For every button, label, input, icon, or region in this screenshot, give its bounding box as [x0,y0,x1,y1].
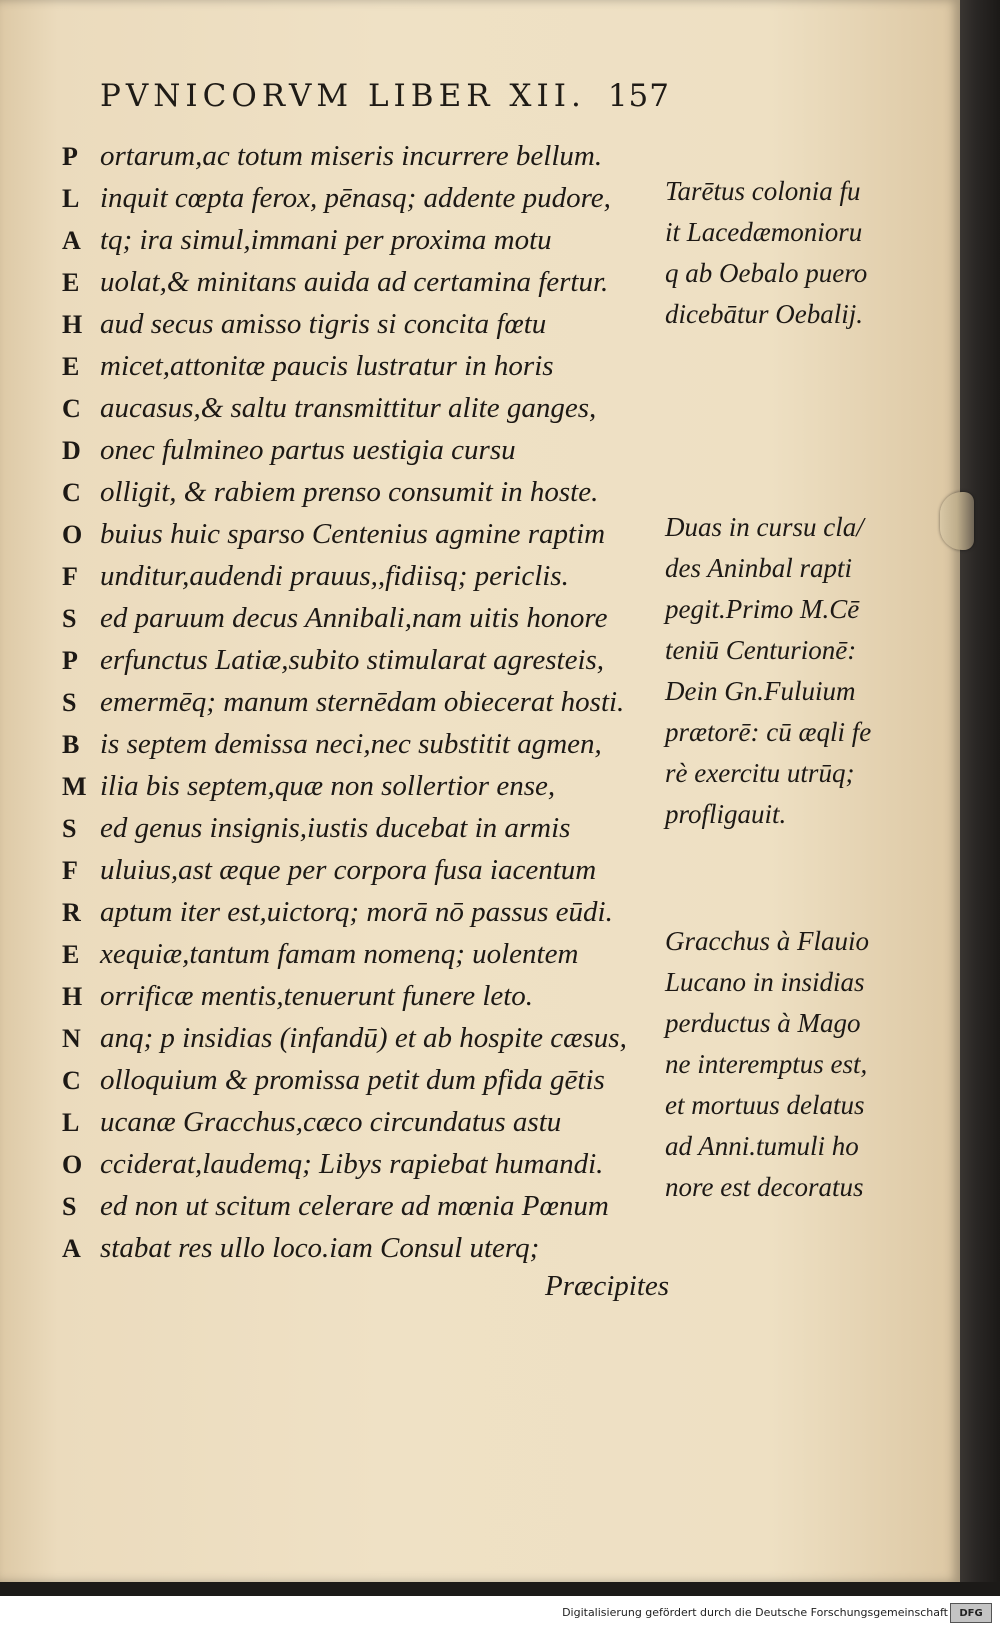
verse-initial: O [62,1150,83,1179]
verse-initial: C [62,478,81,507]
verse-initial: C [62,1066,81,1095]
marginal-note [665,176,945,340]
marginal-note [665,512,945,840]
marginal-note-line: dicebātur Oebalij. [665,299,863,329]
verse-initial: F [62,856,78,885]
book-binding-edge [960,0,1000,1582]
verse-line [62,266,662,308]
marginal-note-line: profligauit. [665,799,787,829]
verse-text: ed genus insignis,iustis ducebat in armis [100,812,571,844]
verse-line [62,224,662,266]
verse-text: emermēq; manum sternēdam obiecerat hosti. [100,686,625,718]
digitization-credit: Digitalisierung gefördert durch die Deutsche Forschungsgemeinschaft [562,1606,948,1619]
verse-text: ed paruum decus Annibali,nam uitis honore [100,602,608,634]
verse-initial: A [62,1234,81,1263]
marginal-note-line: teniū Centurionē: [665,635,857,665]
verse-text: ucanæ Gracchus,cæco circundatus astu [100,1106,562,1138]
catchword: Præcipites [545,1270,670,1302]
verse-text: olligit, & rabiem prenso consumit in hoste. [100,476,599,508]
running-head [100,78,720,114]
verse-initial: M [62,772,87,801]
marginal-note-line: des Aninbal rapti [665,553,853,583]
verse-line [62,686,662,728]
marginal-note-line: rè exercitu utrūq; [665,758,855,788]
verse-text: anq; p insidias (infandū) et ab hospite cæsus, [100,1022,627,1054]
verse-initial: L [62,184,80,213]
marginal-note-line: Lucano in insidias [665,967,865,997]
verse-text: stabat res ullo loco.iam Consul uterq; [100,1232,540,1264]
verse-line [62,434,662,476]
verse-line [62,1148,662,1190]
verse-text: uolat,& minitans auida ad certamina fertur. [100,266,609,298]
verse-line [62,476,662,518]
verse-line [62,812,662,854]
verse-line [62,896,662,938]
verse-line [62,1190,662,1232]
running-head-title: PVNICORVM LIBER XII. [100,78,586,114]
verse-line [62,392,662,434]
verse-line [62,770,662,812]
verse-initial: R [62,898,81,927]
verse-line [62,308,662,350]
marginal-note-line: ad Anni.tumuli ho [665,1131,859,1161]
verse-initial: O [62,520,83,549]
verse-line [62,518,662,560]
marginal-note-line: Dein Gn.Fuluium [665,676,856,706]
verse-text: uluius,ast æque per corpora fusa iacentum [100,854,597,886]
verse-line [62,182,662,224]
verse-initial: P [62,646,78,675]
verse-initial: C [62,394,81,423]
verse-initial: N [62,1024,81,1053]
marginal-note-line: ne interemptus est, [665,1049,868,1079]
verse-line [62,1106,662,1148]
verse-line [62,854,662,896]
folio-number: 157 [607,78,670,114]
verse-line [62,644,662,686]
marginal-note-line: nore est decoratus [665,1172,864,1202]
verse-line [62,938,662,980]
verse-initial: B [62,730,80,759]
marginal-note-line: et mortuus delatus [665,1090,865,1120]
verse-text: micet,attonitæ paucis lustratur in horis [100,350,554,382]
marginal-note-line: q ab Oebalo puero [665,258,868,288]
verse-initial: H [62,310,83,339]
verse-line [62,140,662,182]
verse-initial: H [62,982,83,1011]
marginal-note [665,926,945,1213]
verse-initial: S [62,1192,77,1221]
verse-line [62,560,662,602]
marginal-note-line: Duas in cursu cla/ [665,512,864,542]
marginal-note-line: Tarētus colonia fu [665,176,861,206]
marginal-note-line: it Lacedæmonioru [665,217,863,247]
marginal-note-line: Gracchus à Flauio [665,926,869,956]
verse-initial: P [62,142,78,171]
verse-line [62,980,662,1022]
verse-text: is septem demissa neci,nec substitit agmen, [100,728,602,760]
marginal-note-line: perductus à Mago [665,1008,861,1038]
verse-initial: E [62,352,80,381]
verse-text: aptum iter est,uictorq; morā nō passus eūdi. [100,896,613,928]
verse-initial: S [62,814,77,843]
dfg-logo-icon: DFG [950,1603,992,1623]
verse-text: tq; ira simul,immani per proxima motu [100,224,552,256]
verse-line [62,728,662,770]
verse-text: aucasus,& saltu transmittitur alite ganges, [100,392,597,424]
verse-text: ilia bis septem,quæ non sollertior ense, [100,770,556,802]
verse-text: ortarum,ac totum miseris incurrere bellum. [100,140,603,172]
marginal-note-line: pegit.Primo M.Cē [665,594,860,624]
verse-initial: D [62,436,81,465]
verse-text: cciderat,laudemq; Libys rapiebat humandi. [100,1148,604,1180]
verse-text: aud secus amisso tigris si concita fœtu [100,308,547,340]
marginal-note-line: prætorē: cū æqli fe [665,717,872,747]
verse-text: inquit cœpta ferox, pēnasq; addente pudore, [100,182,611,214]
verse-initial: S [62,688,77,717]
verse-initial: E [62,268,80,297]
verse-text: olloquium & promissa petit dum pfida gētis [100,1064,605,1096]
verse-text: onec fulmineo partus uestigia cursu [100,434,516,466]
verse-text: erfunctus Latiæ,subito stimularat agresteis, [100,644,605,676]
verse-text: unditur,audendi prauus,,fidiisq; periclis. [100,560,569,592]
verse-initial: F [62,562,78,591]
verse-initial: E [62,940,80,969]
verse-initial: A [62,226,81,255]
verse-line [62,1232,662,1274]
verse-line [62,350,662,392]
verse-initial: L [62,1108,80,1137]
verse-text: xequiæ,tantum famam nomenq; uolentem [100,938,579,970]
verse-line [62,1022,662,1064]
verse-text: buius huic sparso Centenius agmine raptim [100,518,606,550]
verse-initial: S [62,604,77,633]
verse-line [62,602,662,644]
book-clasp [940,492,974,550]
verse-text: orrificæ mentis,tenuerunt funere leto. [100,980,534,1012]
verse-line [62,1064,662,1106]
verse-text: ed non ut scitum celerare ad mœnia Pœnum [100,1190,609,1222]
